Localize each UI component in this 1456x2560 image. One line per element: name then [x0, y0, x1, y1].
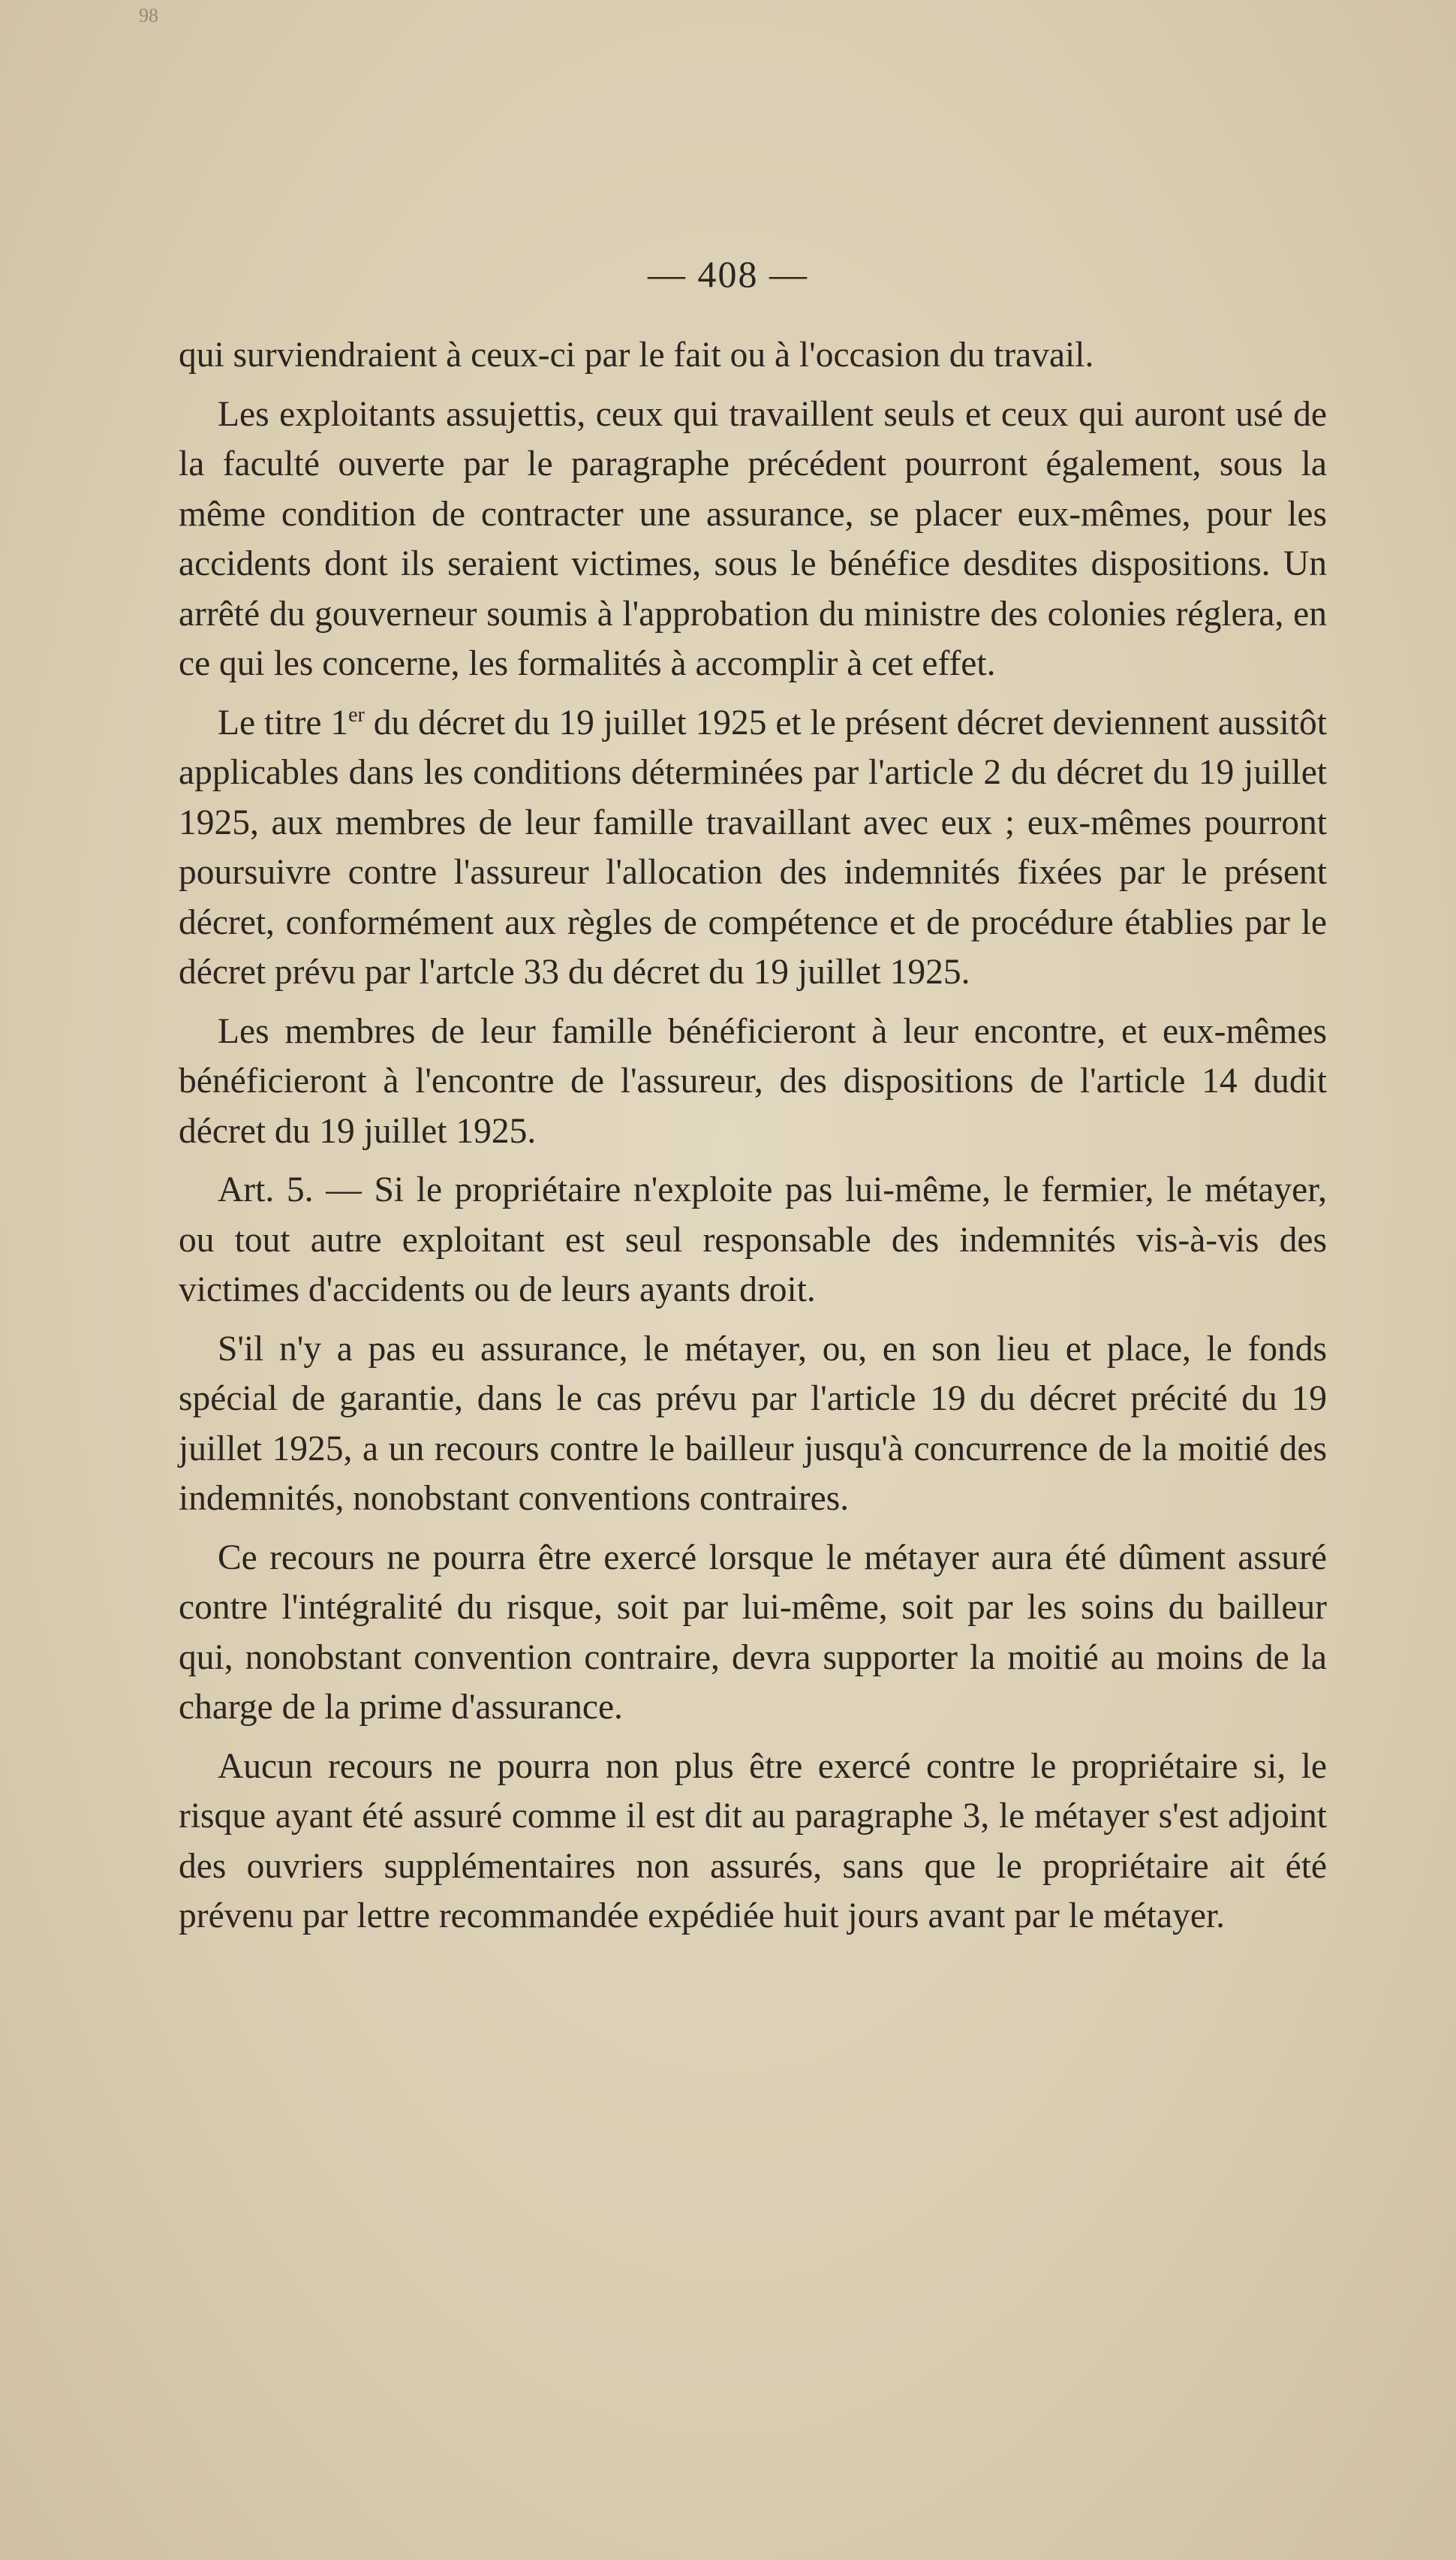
paragraph-8: Aucun recours ne pourra non plus être exercé contre le propriétaire si, le risque ayant été assuré comme il est dit au paragraphe 3, le métayer s'est adjoint des ouvriers supplémentaires non assurés, sans que le propriétaire ait été prévenu par lettre recommandée expédiée huit jours avant par le métayer. [179, 1746, 1327, 1935]
corner-mark: 98 [139, 5, 158, 26]
paragraph-3-rest: du décret du 19 juillet 1925 et le présent décret deviennent aussitôt applicables dans les conditions déterminées par l'article 2 du décret du 19 juillet 1925, aux membres de leur famille travaillant avec eux ; eux-mêmes pourront poursuivre contre l'assureur l'allocation des indemnités fixées par le présent décret, conformément aux règles de compétence et de procédure établies par le décret prévu par l'artcle 33 du décret du 19 juillet 1925. [179, 703, 1328, 992]
paragraph-2: Les exploitants assujettis, ceux qui travaillent seuls et ceux qui auront usé de la faculté ouverte par le paragraphe précédent pourront également, sous la même condition de contracter une assurance, se placer eux-mêmes, pour les accidents dont ils seraient victimes, sous le bénéfice desdites dispositions. Un arrêté du gouverneur soumis à l'approbation du ministre des colonies réglera, en ce qui les concerne, les formalités à accomplir à cet effet. [179, 394, 1327, 683]
paragraph-7: Ce recours ne pourra être exercé lorsque le métayer aura été dûment assuré contre l'intégralité du risque, soit par lui-même, soit par les soins du bailleur qui, nonobstant convention contraire, devra supporter la moitié au moins de la charge de la prime d'assurance. [179, 1538, 1327, 1727]
paragraph-1: qui surviendraient à ceux-ci par le fait ou à l'occasion du travail. [179, 336, 1094, 375]
paragraph-3-start: Le titre 1 [218, 703, 349, 742]
ordinal-superscript: er [348, 703, 365, 727]
body-text [179, 330, 1327, 1950]
paragraph-4: Les membres de leur famille bénéficieront à leur encontre, et eux-mêmes bénéficieront à l'encontre de l'assureur, des dispositions de l'article 14 dudit décret du 19 juillet 1925. [179, 1011, 1327, 1151]
paragraph-3 [179, 698, 1327, 998]
page-number: — 408 — [648, 253, 808, 295]
paragraph-6: S'il n'y a pas eu assurance, le métayer, ou, en son lieu et place, le fonds spécial de garantie, dans le cas prévu par l'article 19 du décret précité du 19 juillet 1925, a un recours contre le bailleur jusqu'à concurrence de la moitié des indemnités, nonobstant conventions contraires. [179, 1329, 1327, 1518]
paragraph-article-5: Art. 5. — Si le propriétaire n'exploite pas lui-même, le fermier, le métayer, ou tout autre exploitant est seul responsable des indemnités vis-à-vis des victimes d'accidents ou de leurs ayants droit. [179, 1170, 1327, 1309]
